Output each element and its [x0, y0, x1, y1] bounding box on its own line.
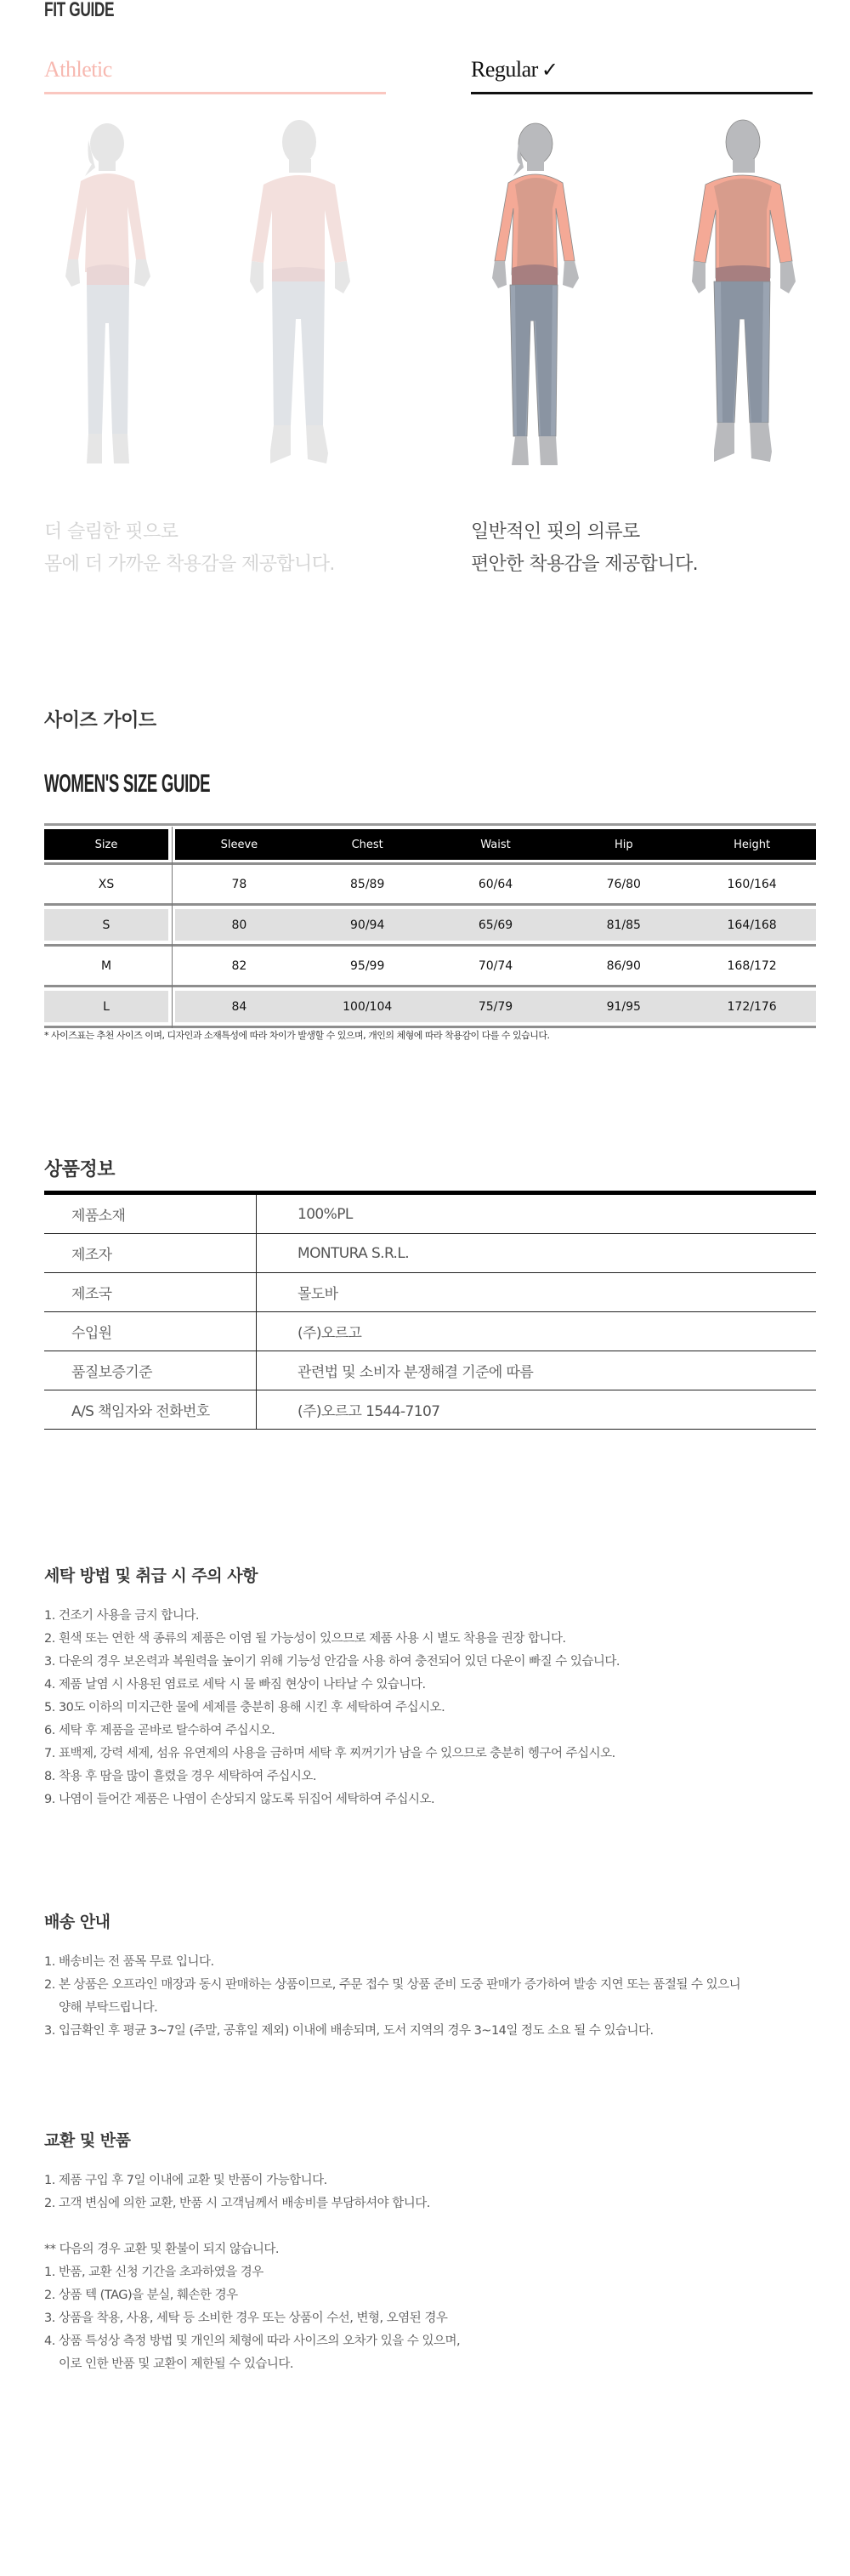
shipping-heading: 배송 안내 [44, 1913, 110, 1931]
fit-tab-regular-underline [471, 92, 813, 94]
shipping-item: 1. 배송비는 전 품목 무료 입니다. [44, 1955, 214, 1969]
returns-exception-continuation: 이로 인한 반품 및 교환이 제한될 수 있습니다. [59, 2357, 293, 2371]
cell-waist: 75/79 [478, 999, 513, 1014]
returns-section [44, 2128, 818, 2376]
info-row-material [44, 1195, 816, 1234]
info-key: 제조자 [44, 1234, 257, 1272]
shipping-item: 2. 본 상품은 오프라인 매장과 동시 판매하는 상품이므로, 주문 접수 및 상품 준비 도중 판매가 증가하여 발송 지연 또는 품절될 수 있으니 [44, 1978, 741, 1992]
shipping-item-continuation: 양해 부탁드립니다. [59, 2001, 158, 2015]
washing-item: 4. 제품 날염 시 사용된 염료로 세탁 시 물 빠짐 현상이 나타날 수 있습니다. [44, 1678, 426, 1692]
spacer [44, 2215, 818, 2238]
athletic-description-line: 몸에 더 가까운 착용감을 제공합니다. [44, 554, 335, 575]
info-value: (주)오르고 1544-7107 [298, 1403, 440, 1420]
cell-waist: 65/69 [478, 918, 513, 932]
info-value: MONTURA S.R.L. [298, 1244, 410, 1262]
header-sleeve: Sleeve [220, 838, 258, 851]
column-divider [172, 862, 173, 906]
column-divider [172, 944, 173, 987]
cell-sleeve: 80 [231, 918, 247, 932]
returns-exception: 4. 상품 특성상 측정 방법 및 개인의 체형에 따라 사이즈의 오차가 있을 수 있으며, [44, 2334, 461, 2348]
cell-waist: 70/74 [478, 958, 513, 973]
washing-heading: 세탁 방법 및 취급 시 주의 사항 [44, 1567, 258, 1585]
regular-description-line: 일반적인 핏의 의류로 [471, 521, 640, 543]
cell-hip: 91/95 [606, 999, 641, 1014]
washing-item: 8. 착용 후 땀을 많이 흘렸을 경우 세탁하여 주십시오. [44, 1770, 316, 1783]
fit-tab-athletic-label: Athletic [44, 57, 112, 82]
checkmark-icon: ✓ [541, 58, 558, 82]
cell-hip: 86/90 [606, 958, 641, 973]
header-height: Height [734, 838, 771, 851]
table-row [44, 906, 816, 947]
returns-heading: 교환 및 반품 [44, 2131, 131, 2150]
cell-sleeve: 82 [231, 958, 247, 973]
column-divider [172, 827, 173, 865]
cell-height: 172/176 [727, 999, 777, 1014]
cell-chest: 90/94 [350, 918, 385, 932]
athletic-male-figure-icon [230, 115, 366, 472]
athletic-description [44, 516, 335, 581]
header-hip: Hip [614, 838, 633, 851]
header-waist: Waist [480, 838, 511, 851]
cell-hip: 76/80 [606, 877, 641, 891]
info-row-country [44, 1273, 816, 1312]
product-info-heading: 상품정보 [44, 1159, 116, 1180]
table-row [44, 947, 816, 987]
info-key: 제조국 [44, 1273, 257, 1311]
athletic-female-figure-icon [42, 115, 178, 472]
size-table-top-rule [44, 823, 816, 826]
fit-tab-regular-label: Regular [471, 57, 538, 82]
cell-sleeve: 84 [231, 999, 247, 1014]
cell-height: 168/172 [727, 958, 777, 973]
header-size: Size [44, 829, 168, 860]
washing-item: 9. 나염이 들어간 제품은 나염이 손상되지 않도록 뒤집어 세탁하여 주십시오. [44, 1793, 435, 1806]
size-guide-heading: 사이즈 가이드 [44, 710, 156, 731]
returns-exception: 3. 상품을 착용, 사용, 세탁 등 소비한 경우 또는 상품이 수선, 변형, 오염된 경우 [44, 2312, 448, 2325]
table-row [44, 987, 816, 1028]
header-chest: Chest [351, 838, 383, 851]
returns-item: 1. 제품 구입 후 7일 이내에 교환 및 반품이 가능합니다. [44, 2174, 327, 2187]
cell-size: S [44, 909, 168, 941]
info-key: A/S 책임자와 전화번호 [44, 1390, 257, 1429]
cell-waist: 60/64 [478, 877, 513, 891]
cell-chest: 85/89 [350, 877, 385, 891]
regular-male-figure-icon [672, 115, 808, 472]
cell-chest: 95/99 [350, 958, 385, 973]
cell-chest: 100/104 [343, 999, 393, 1014]
regular-description-line: 편안한 착용감을 제공합니다. [471, 554, 699, 575]
washing-item: 7. 표백제, 강력 세제, 섬유 유연제의 사용을 금하며 세탁 후 찌꺼기가 남을 수 있으므로 충분히 헹구어 주십시오. [44, 1747, 615, 1760]
info-row-importer [44, 1312, 816, 1351]
cell-hip: 81/85 [606, 918, 641, 932]
size-note: * 사이즈표는 추천 사이즈 이며, 디자인과 소재특성에 따라 차이가 발생할 수 있으며, 개인의 체형에 따라 착용감이 다를 수 있습니다. [44, 1030, 550, 1041]
regular-female-figure-icon [469, 115, 605, 472]
returns-exception: 1. 반품, 교환 신청 기간을 초과하였을 경우 [44, 2266, 264, 2279]
shipping-section [44, 1909, 818, 2043]
cell-size: XS [98, 877, 115, 891]
returns-exception: 2. 상품 텍 (TAG)을 분실, 훼손한 경우 [44, 2289, 238, 2302]
size-table-header [44, 829, 816, 865]
cell-height: 160/164 [727, 877, 777, 891]
returns-item: 2. 고객 변심에 의한 교환, 반품 시 고객님께서 배송비를 부담하셔야 합니다. [44, 2197, 430, 2210]
fit-tab-athletic[interactable] [44, 56, 386, 94]
fit-tab-regular[interactable] [471, 56, 813, 94]
info-key: 품질보증기준 [44, 1351, 257, 1390]
info-row-as-contact [44, 1390, 816, 1430]
washing-section [44, 1563, 818, 1811]
washing-item: 5. 30도 이하의 미지근한 물에 세제를 충분히 용해 시킨 후 세탁하여 주십시오. [44, 1701, 445, 1714]
column-divider [172, 985, 173, 1028]
cell-sleeve: 78 [231, 877, 247, 891]
table-row [44, 865, 816, 906]
athletic-description-line: 더 슬림한 핏으로 [44, 521, 178, 543]
info-value: 100%PL [298, 1205, 353, 1223]
womens-size-guide-title: WOMEN'S SIZE GUIDE [44, 770, 211, 798]
washing-item: 1. 건조기 사용을 금지 합니다. [44, 1609, 199, 1623]
info-value: (주)오르고 [298, 1325, 362, 1342]
product-info-table [44, 1191, 816, 1430]
info-row-quality [44, 1351, 816, 1390]
info-key: 제품소재 [44, 1195, 257, 1233]
regular-description [471, 516, 698, 581]
size-table [44, 823, 816, 1028]
info-row-manufacturer [44, 1234, 816, 1273]
fit-tab-athletic-underline [44, 92, 386, 94]
washing-item: 3. 다운의 경우 보온력과 복원력을 높이기 위해 기능성 안감을 사용 하여 충전되어 있던 다운이 빠질 수 있습니다. [44, 1655, 620, 1669]
washing-item: 2. 흰색 또는 연한 색 종류의 제품은 이염 될 가능성이 있으므로 제품 사용 시 별도 착용을 권장 합니다. [44, 1632, 566, 1646]
shipping-item: 3. 입금확인 후 평균 3~7일 (주말, 공휴일 제외) 이내에 배송되며, 도서 지역의 경우 3~14일 정도 소요 될 수 있습니다. [44, 2024, 654, 2038]
cell-size: L [44, 991, 168, 1022]
fit-guide-title: FIT GUIDE [44, 0, 115, 21]
cell-size: M [100, 958, 112, 973]
info-value: 몰도바 [298, 1286, 338, 1303]
column-divider [172, 903, 173, 947]
info-value: 관련법 및 소비자 분쟁해결 기준에 따름 [298, 1364, 534, 1381]
info-key: 수입원 [44, 1312, 257, 1351]
fit-tab-regular-label-wrap [471, 56, 813, 92]
washing-item: 6. 세탁 후 제품을 곧바로 탈수하여 주십시오. [44, 1724, 275, 1737]
cell-height: 164/168 [727, 918, 777, 932]
header-measurements [175, 829, 816, 860]
returns-exceptions-title: ** 다음의 경우 교환 및 환불이 되지 않습니다. [44, 2243, 279, 2256]
